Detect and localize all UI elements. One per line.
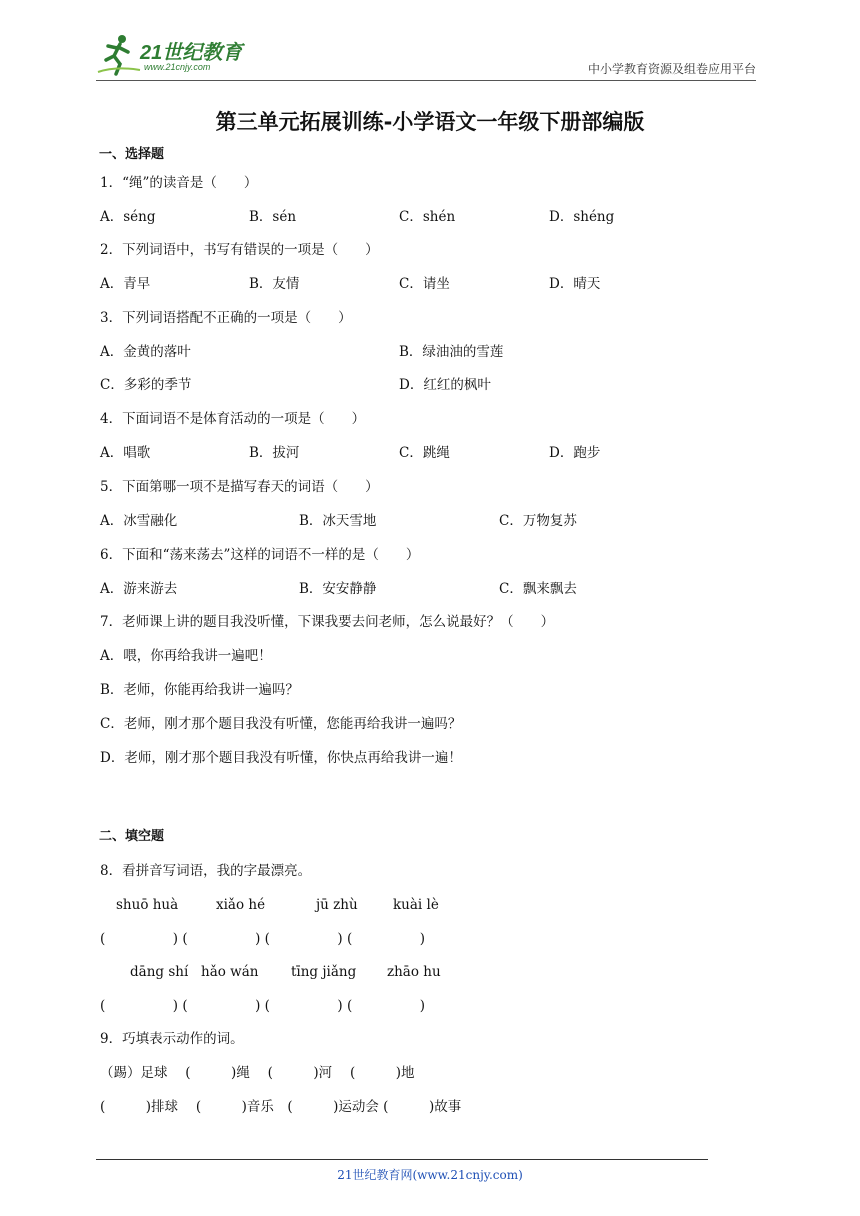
question-4-stem: 4．下面词语不是体育活动的一项是（ ） [100, 411, 366, 427]
section-heading-choice: 一、选择题 [99, 147, 165, 162]
question-1-option-b[interactable]: B．sén [249, 209, 297, 225]
question-3-option-a[interactable]: A．金黄的落叶 [100, 344, 191, 360]
question-4-option-c[interactable]: C．跳绳 [399, 445, 450, 461]
question-3-option-b[interactable]: B．绿油油的雪莲 [399, 344, 504, 360]
question-9-row-1[interactable]: （踢）足球 ( )绳 ( )河 ( )地 [100, 1065, 415, 1081]
question-1-option-d[interactable]: D．shéng [549, 209, 615, 225]
pinyin-label: shuō huà [116, 897, 179, 913]
answer-blanks-row-2[interactable]: ( ) ( ) ( ) ( ) [100, 998, 426, 1014]
page-title: 第三单元拓展训练-小学语文一年级下册部编版 [215, 110, 645, 134]
question-2-option-b[interactable]: B．友情 [249, 276, 300, 292]
logo-text: 21世纪教育 [140, 42, 243, 64]
pinyin-label: tīng jiǎng [291, 964, 357, 980]
pinyin-label: jū zhù [316, 897, 358, 913]
question-3-stem: 3．下列词语搭配不正确的一项是（ ） [100, 310, 352, 326]
question-7-option-d[interactable]: D．老师，刚才那个题目我没有听懂，你快点再给我讲一遍！ [100, 750, 462, 766]
running-figure-icon [96, 32, 142, 76]
question-5-option-b[interactable]: B．冰天雪地 [299, 513, 377, 529]
question-5-option-a[interactable]: A．冰雪融化 [100, 513, 178, 529]
question-4-option-d[interactable]: D．跑步 [549, 445, 601, 461]
header-platform-text: 中小学教育资源及组卷应用平台 [587, 62, 756, 76]
pinyin-label: xiǎo hé [216, 897, 266, 913]
question-8-stem: 8．看拼音写词语，我的字最漂亮。 [100, 863, 312, 879]
footer-divider [96, 1159, 708, 1160]
question-5-option-c[interactable]: C．万物复苏 [499, 513, 577, 529]
site-logo[interactable] [96, 32, 266, 76]
section-heading-fill: 二、填空题 [99, 829, 165, 844]
page-header [96, 30, 756, 81]
question-6-option-a[interactable]: A．游来游去 [100, 581, 178, 597]
answer-blanks-row-1[interactable]: ( ) ( ) ( ) ( ) [100, 931, 426, 947]
question-4-option-a[interactable]: A．唱歌 [100, 445, 151, 461]
question-5-stem: 5．下面第哪一项不是描写春天的词语（ ） [100, 479, 379, 495]
question-7-option-a[interactable]: A．喂，你再给我讲一遍吧！ [100, 648, 272, 664]
question-1-option-a[interactable]: A．séng [100, 209, 156, 225]
question-9-row-2[interactable]: ( )排球 ( )音乐 ( )运动会 ( )故事 [100, 1099, 462, 1115]
question-9-stem: 9．巧填表示动作的词。 [100, 1031, 244, 1047]
question-2-option-d[interactable]: D．晴天 [549, 276, 601, 292]
question-6-option-c[interactable]: C．飘来飘去 [499, 581, 577, 597]
question-3-option-c[interactable]: C．多彩的季节 [100, 377, 192, 393]
question-2-option-c[interactable]: C．请坐 [399, 276, 450, 292]
question-7-option-b[interactable]: B．老师，你能再给我讲一遍吗？ [100, 682, 299, 698]
question-7-stem: 7．老师课上讲的题目我没听懂，下课我要去问老师，怎么说最好？（ ） [100, 614, 555, 630]
question-1-option-c[interactable]: C．shén [399, 209, 456, 225]
pinyin-label: dāng shí [130, 964, 189, 980]
pinyin-label: zhāo hu [387, 964, 441, 980]
question-6-option-b[interactable]: B．安安静静 [299, 581, 377, 597]
question-7-option-c[interactable]: C．老师，刚才那个题目我没有听懂，您能再给我讲一遍吗？ [100, 716, 462, 732]
logo-url: www.21cnjy.com [144, 62, 211, 72]
question-1-stem: 1．“绳”的读音是（ ） [100, 175, 258, 191]
pinyin-label: kuài lè [393, 897, 439, 913]
footer-link[interactable]: 21世纪教育网(www.21cnjy.com) [337, 1168, 523, 1182]
question-4-option-b[interactable]: B．拔河 [249, 445, 300, 461]
question-2-stem: 2．下列词语中，书写有错误的一项是（ ） [100, 242, 379, 258]
question-3-option-d[interactable]: D．红红的枫叶 [399, 377, 491, 393]
question-2-option-a[interactable]: A．青早 [100, 276, 151, 292]
question-6-stem: 6．下面和“荡来荡去”这样的词语不一样的是（ ） [100, 547, 420, 563]
pinyin-label: hǎo wán [201, 964, 259, 980]
